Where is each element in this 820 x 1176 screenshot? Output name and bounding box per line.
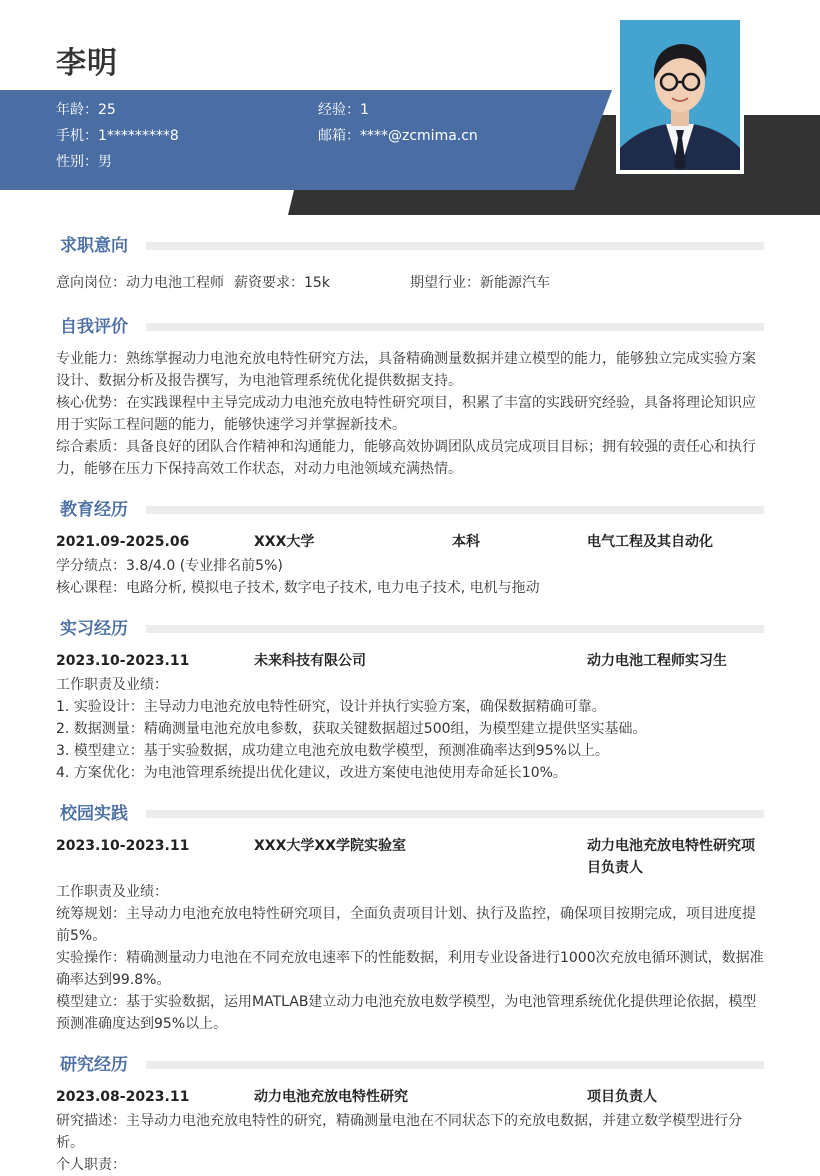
text-line: 析。 (56, 1135, 84, 1151)
text-line: 工作职责及业绩： (56, 677, 168, 693)
research-body (56, 1110, 764, 1176)
campus-role-line2: 目负责人 (587, 860, 643, 876)
text-line: 研究描述：主导动力电池充放电特性的研究，精确测量电池在不同状态下的充放电数据，并建立数学模型进行分 (56, 1113, 742, 1129)
section-divider (146, 506, 764, 514)
education-major: 电气工程及其自动化 (587, 534, 713, 550)
section-title: 教育经历 (60, 500, 128, 520)
section-divider (146, 625, 764, 633)
section-internship (56, 617, 764, 641)
portrait-illustration (620, 20, 740, 170)
text-line: 前5%。 (56, 928, 107, 944)
text-line: 核心优势：在实践课程中主导完成动力电池充放电特性研究项目，积累了丰富的实践研究经验，具备将理论知识应 (56, 395, 756, 411)
education-courses: 核心课程：电路分析, 模拟电子技术, 数字电子技术, 电力电子技术, 电机与拖动 (56, 580, 540, 596)
text-line: 模型建立：基于实验数据，运用MATLAB建立动力电池充放电数学模型，为电池管理系统优化提供理论依据，模型 (56, 994, 757, 1010)
section-title: 实习经历 (60, 619, 128, 639)
info-gender: 性别：男 (56, 154, 112, 170)
section-research (56, 1053, 764, 1077)
campus-body (56, 881, 764, 1035)
campus-org: XXX大学XX学院实验室 (254, 838, 406, 854)
section-campus-practice (56, 802, 764, 826)
internship-date: 2023.10-2023.11 (56, 653, 190, 669)
education-degree: 本科 (452, 534, 480, 550)
section-divider (146, 323, 764, 331)
section-self-evaluation (56, 315, 764, 339)
profile-photo-frame (616, 16, 744, 174)
education-school: XXX大学 (254, 534, 315, 550)
text-line: 确率达到99.8%。 (56, 972, 171, 988)
text-line: 力，能够在压力下保持高效工作状态，对动力电池领域充满热情。 (56, 461, 462, 477)
text-line: 预测准确度达到95%以上。 (56, 1016, 228, 1032)
text-line: 用于实际工程问题的能力，能够快速学习并掌握新技术。 (56, 417, 406, 433)
campus-role-line1: 动力电池充放电特性研究项 (587, 838, 755, 854)
intent-salary: 薪资要求：15k (234, 275, 330, 291)
text-line: 4. 方案优化：为电池管理系统提出优化建议，改进方案使电池使用寿命延长10%。 (56, 765, 567, 781)
section-education (56, 498, 764, 522)
section-title: 求职意向 (60, 236, 128, 256)
info-email: 邮箱：****@zcmima.cn (318, 128, 478, 144)
section-title: 校园实践 (60, 804, 128, 824)
intent-position: 意向岗位：动力电池工程师 (56, 275, 224, 291)
section-divider (146, 810, 764, 818)
info-age: 年龄：25 (56, 102, 116, 118)
internship-body (56, 674, 764, 784)
info-phone: 手机：1*********8 (56, 128, 179, 144)
education-date: 2021.09-2025.06 (56, 534, 190, 550)
section-divider (146, 1061, 764, 1069)
text-line: 统筹规划：主导动力电池充放电特性研究项目，全面负责项目计划、执行及监控，确保项目按期完成，项目进度提 (56, 906, 756, 922)
text-line: 个人职责： (56, 1157, 126, 1173)
text-line: 2. 数据测量：精确测量电池充放电参数，获取关键数据超过500组，为模型建立提供坚实基础。 (56, 721, 647, 737)
text-line: 专业能力：熟练掌握动力电池充放电特性研究方法，具备精确测量数据并建立模型的能力，能够独立完成实验方案 (56, 351, 756, 367)
research-project: 动力电池充放电特性研究 (254, 1089, 408, 1105)
section-title: 研究经历 (60, 1055, 128, 1075)
text-line: 1. 实验设计：主导动力电池充放电特性研究，设计并执行实验方案，确保数据精确可靠。 (56, 699, 606, 715)
text-line: 综合素质：具备良好的团队合作精神和沟通能力，能够高效协调团队成员完成项目目标；拥有较强的责任心和执行 (56, 439, 756, 455)
text-line: 实验操作：精确测量动力电池在不同充放电速率下的性能数据，利用专业设备进行1000次充放电循环测试，数据准 (56, 950, 764, 966)
text-line: 设计、数据分析及报告撰写，为电池管理系统优化提供数据支持。 (56, 373, 462, 389)
section-divider (146, 242, 764, 250)
text-line: 3. 模型建立：基于实验数据，成功建立电池充放电数学模型，预测准确率达到95%以上。 (56, 743, 609, 759)
section-job-intent (56, 234, 764, 258)
research-date: 2023.08-2023.11 (56, 1089, 190, 1105)
internship-company: 未来科技有限公司 (254, 653, 366, 669)
candidate-name: 李明 (56, 46, 118, 81)
education-gpa: 学分绩点：3.8/4.0 (专业排名前5%) (56, 558, 283, 574)
text-line: 工作职责及业绩： (56, 884, 168, 900)
intent-industry: 期望行业：新能源汽车 (410, 275, 550, 291)
internship-role: 动力电池工程师实习生 (587, 653, 727, 669)
campus-date: 2023.10-2023.11 (56, 838, 190, 854)
section-title: 自我评价 (60, 317, 128, 337)
profile-photo (620, 20, 740, 170)
research-role: 项目负责人 (587, 1089, 657, 1105)
self-eval-body (56, 348, 764, 480)
info-experience: 经验：1 (318, 102, 369, 118)
